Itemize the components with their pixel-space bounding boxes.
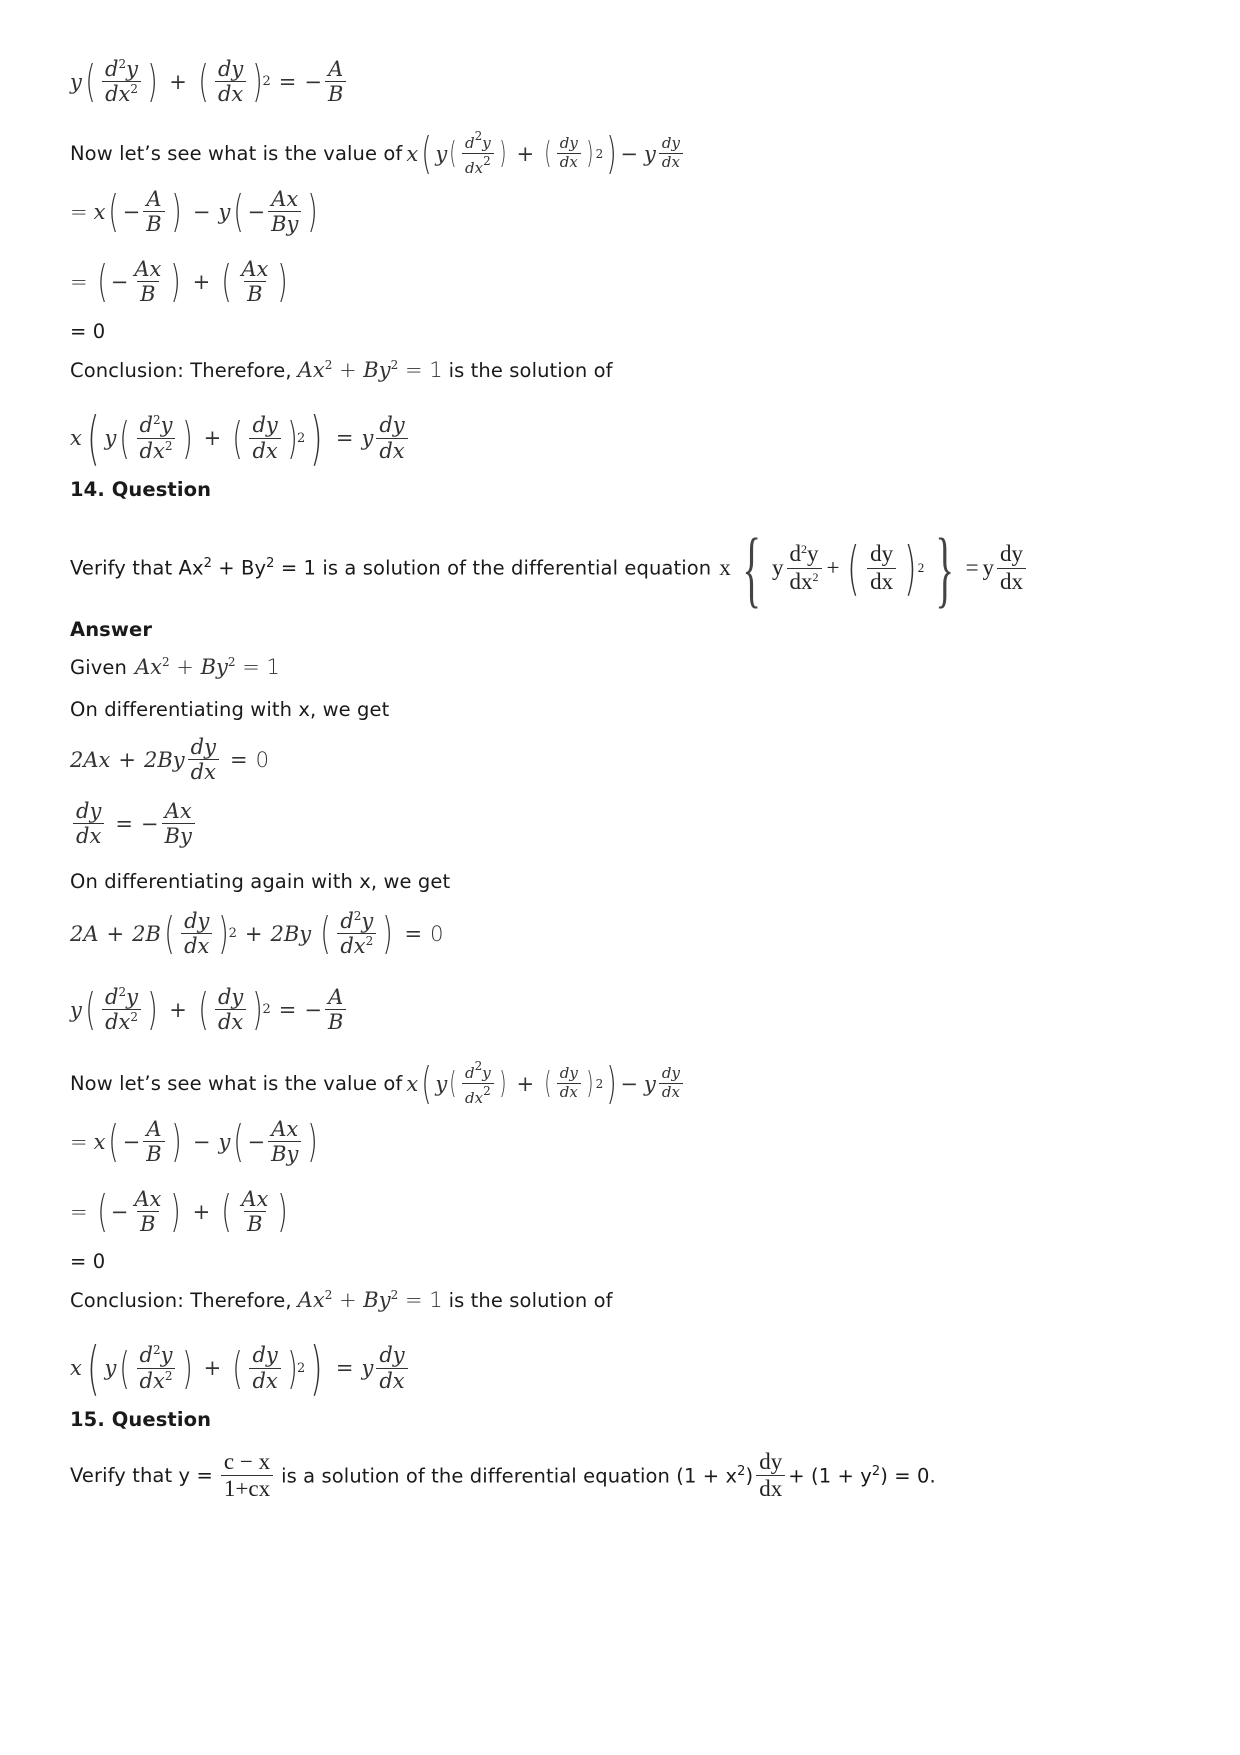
equation-substitute-2: = x ( − $\frac{A}{B}$ ) − y ( − $\frac{Ax}{By}$ ) — [70, 1116, 319, 1167]
equation-simplify: = ( − $\frac{Ax}{B}$ ) + ( Ax B ) — [70, 256, 289, 307]
text-differentiating: On differentiating with x, we get — [70, 698, 390, 721]
text-now-lets-see-2: Now let’s see what is the value of — [70, 1072, 403, 1095]
conclusion-suffix: is the solution of — [448, 358, 613, 382]
q15-text-1: Verify that y = — [70, 1464, 213, 1488]
q14-sup-1: 2 — [203, 556, 212, 572]
equation-first-derivative: 2Ax + 2By $\frac{dy}{dx}$ = 0 — [70, 735, 269, 785]
equation-dy-dx: $\frac{dy}{dx}$ = − $\frac{Ax}{By}$ — [70, 800, 198, 847]
equation-second-derivative-2: y ( $d^2y$ $dx^2$ ) + ( dy dx ) 2 = − $\frac{A}{B}$ — [70, 984, 349, 1035]
q15-sup-2: 2 — [871, 1463, 881, 1479]
expression-value-of-2: x ( y ( $d^2y$ $dx^2$ ) + ( dy dx ) 2 ) − y dy dx — [406, 1058, 686, 1109]
conclusion-prefix: Conclusion: Therefore, — [70, 358, 292, 382]
conclusion-equation-2: $Ax^2 + By^2 = 1$ — [297, 1288, 443, 1312]
text-conclusion-2 — [70, 1288, 613, 1312]
q14-differential-equation: x { y $d^2y$ $dx^2$ + ( dy dx ) 2 } = y dy dx — [719, 518, 1029, 618]
answer-heading: Answer — [70, 618, 153, 641]
conclusion-suffix-2: is the solution of — [448, 1288, 613, 1312]
q15-fraction — [221, 1450, 273, 1501]
expression-value-of: x ( y ( $d^2y$ $dx^2$ ) + ( dy dx ) 2 ) − y dy dx — [406, 128, 686, 179]
equation-simplify-2: = ( − $\frac{Ax}{B}$ ) + ( Ax B ) — [70, 1186, 289, 1237]
text-value-of — [70, 128, 686, 179]
conclusion-prefix-2: Conclusion: Therefore, — [70, 1288, 292, 1312]
given-equation: $Ax^2 + By^2 = 1$ — [134, 655, 280, 679]
conclusion-equation: $Ax^2 + By^2 = 1$ — [297, 358, 443, 382]
text-now-lets-see: Now let’s see what is the value of — [70, 142, 403, 165]
equation-differential-2: x ( y ( $d^2y$ $dx^2$ ) + ( dy dx ) 2 ) = y dy dx — [70, 1334, 411, 1402]
text-differentiating-again: On differentiating again with x, we get — [70, 870, 451, 893]
q15-fraction-numerator: c − x — [223, 1449, 271, 1474]
question-15-statement — [70, 1450, 936, 1501]
q15-fraction-denominator: 1+cx — [221, 1475, 273, 1501]
q14-sup-2: 2 — [266, 556, 275, 572]
question-14-statement — [70, 518, 1029, 618]
text-given — [70, 655, 280, 679]
q15-text-2: is a solution of the differential equation (1 + x — [281, 1464, 738, 1488]
q14-text-2: + By — [211, 556, 267, 580]
q15-text-4: + (1 + y — [788, 1464, 872, 1488]
equation-substitute: = x ( − $\frac{A}{B}$ ) − y ( − $\frac{Ax}{By}$ ) — [70, 186, 319, 237]
q14-text-3: = 1 is a solution of the differential equation — [274, 556, 712, 580]
equation-differential: x ( y ( $d^2y$ $dx^2$ ) + ( dy dx ) 2 ) = y dy dx — [70, 404, 411, 472]
given-label: Given — [70, 655, 127, 679]
q15-sup-1: 2 — [737, 1463, 746, 1479]
text-conclusion — [70, 358, 613, 382]
q15-dy-dx: dy dx — [756, 1450, 785, 1501]
question-15-heading: 15. Question — [70, 1408, 212, 1431]
text-equals-zero: = 0 — [70, 320, 106, 343]
equation-second-differentiation: 2A + 2B ( dy dx ) 2 + 2By ( $d^2y$ $dx^2$ ) = 0 — [70, 908, 444, 959]
q15-text-5: ) = 0. — [880, 1464, 936, 1488]
equation-second-derivative: y ( $d^2y$ $dx^2$ ) + ( dy dx ) 2 = − $\frac{A}{B}$ — [70, 56, 349, 107]
question-14-heading: 14. Question — [70, 478, 212, 501]
text-equals-zero-2: = 0 — [70, 1250, 106, 1273]
q15-text-3: ) — [745, 1464, 754, 1488]
text-value-of-2 — [70, 1058, 686, 1109]
q14-text-1: Verify that Ax — [70, 556, 204, 580]
